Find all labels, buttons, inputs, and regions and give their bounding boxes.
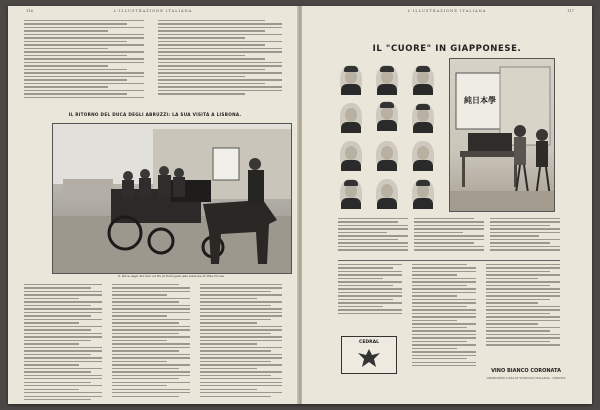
duke-carriage-photo bbox=[52, 123, 292, 274]
photo-caption: S. Duca degli Abruzzi col Re di Portogallo alla stazione di Villa Vicosa bbox=[118, 274, 224, 278]
left-bottom-column-3 bbox=[200, 284, 282, 399]
left-page bbox=[8, 6, 298, 404]
left-bottom-column-1 bbox=[24, 284, 102, 402]
right-bottom-column-1 bbox=[338, 264, 402, 316]
right-bottom-column-2 bbox=[412, 264, 476, 369]
left-bottom-column-2 bbox=[112, 284, 190, 399]
classroom-sign: 純日本學 bbox=[464, 96, 496, 105]
right-running-head: L'ILLUSTRAZIONE ITALIANA bbox=[407, 9, 487, 13]
cedral-advertisement bbox=[341, 336, 397, 374]
right-bottom-column-3 bbox=[486, 264, 560, 348]
section-title: IL RITORNO DEL DUCA DEGLI ABRUZZI: LA SUA VISITA A LISBONA. bbox=[68, 112, 242, 117]
left-page-number: 116 bbox=[26, 9, 33, 13]
right-top-column-2 bbox=[414, 218, 484, 253]
left-top-column-2 bbox=[158, 20, 282, 97]
vino-ad-subtitle: GRANDIOSO CASA DI VINICOLO ITALIANA - GENOVA bbox=[486, 376, 566, 380]
right-page-number: 117 bbox=[567, 9, 574, 13]
section-divider bbox=[338, 260, 560, 261]
student-portraits bbox=[334, 63, 444, 211]
right-top-column-3 bbox=[490, 218, 560, 253]
left-running-head: L'ILLUSTRAZIONE ITALIANA bbox=[113, 9, 193, 13]
magazine-spread bbox=[8, 6, 592, 404]
left-top-column-1 bbox=[24, 20, 144, 100]
right-top-column-1 bbox=[338, 218, 408, 253]
cedral-ad-title: CEDRAL bbox=[359, 340, 379, 345]
article-title: IL "CUORE" IN GIAPPONESE. bbox=[372, 44, 522, 54]
vino-ad-title: VINO BIANCO CORONATA bbox=[491, 368, 561, 374]
classroom-illustration bbox=[449, 58, 555, 212]
eagle-emblem-icon bbox=[356, 347, 382, 369]
